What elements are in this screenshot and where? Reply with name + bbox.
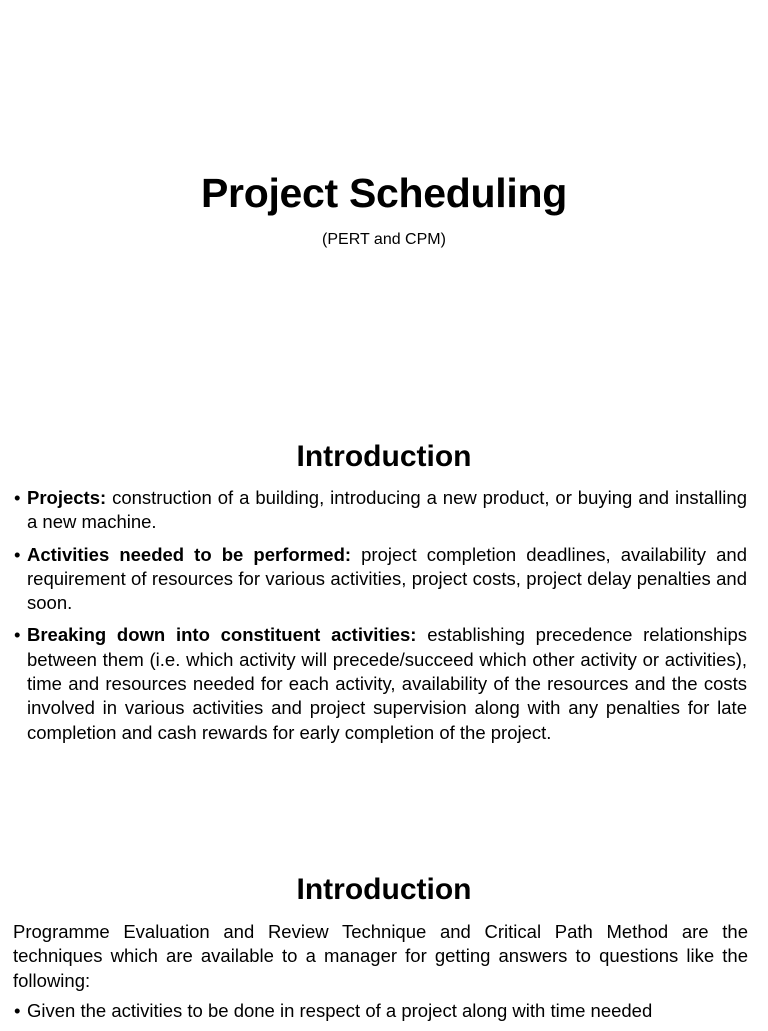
slide-title: Project Scheduling bbox=[201, 170, 567, 216]
bullet-text: establishing precedence relationships between them (i.e. which activity will precede/succeed which other activity or activities), time and resources needed for each activity, availability of the resources and the costs involved in various activities and project supervision along with any penalties for late completion and cash rewards for early completion of the project. bbox=[27, 624, 747, 743]
slide-heading: Introduction bbox=[296, 873, 472, 906]
bullet-text: construction of a building, introducing a new product, or buying and installing a new machine. bbox=[27, 487, 747, 533]
slide-subtitle: (PERT and CPM) bbox=[322, 231, 446, 248]
bullet-lead: Activities needed to be performed: bbox=[27, 543, 352, 565]
bullet-icon: • bbox=[14, 1000, 21, 1021]
list-item bbox=[14, 999, 747, 1023]
slide-heading: Introduction bbox=[296, 440, 472, 473]
bullet-text: project completion deadlines, availability and requirement of resources for various activities, project costs, project delay penalties and soon. bbox=[27, 543, 747, 614]
bullet-icon: • bbox=[14, 543, 21, 565]
bullet-lead: Projects: bbox=[27, 487, 107, 508]
bullet-icon: • bbox=[14, 487, 21, 508]
bullet-icon: • bbox=[14, 624, 21, 646]
bullet-lead: Breaking down into constituent activities: bbox=[27, 624, 417, 646]
bullet-list bbox=[14, 999, 747, 1031]
intro-paragraph: Programme Evaluation and Review Technique and Critical Path Method are the techniques which are available to a manager for getting answers to questions like the following: bbox=[13, 921, 748, 991]
bullet-text: Given the activities to be done in respect of a project along with time needed bbox=[27, 1000, 653, 1021]
